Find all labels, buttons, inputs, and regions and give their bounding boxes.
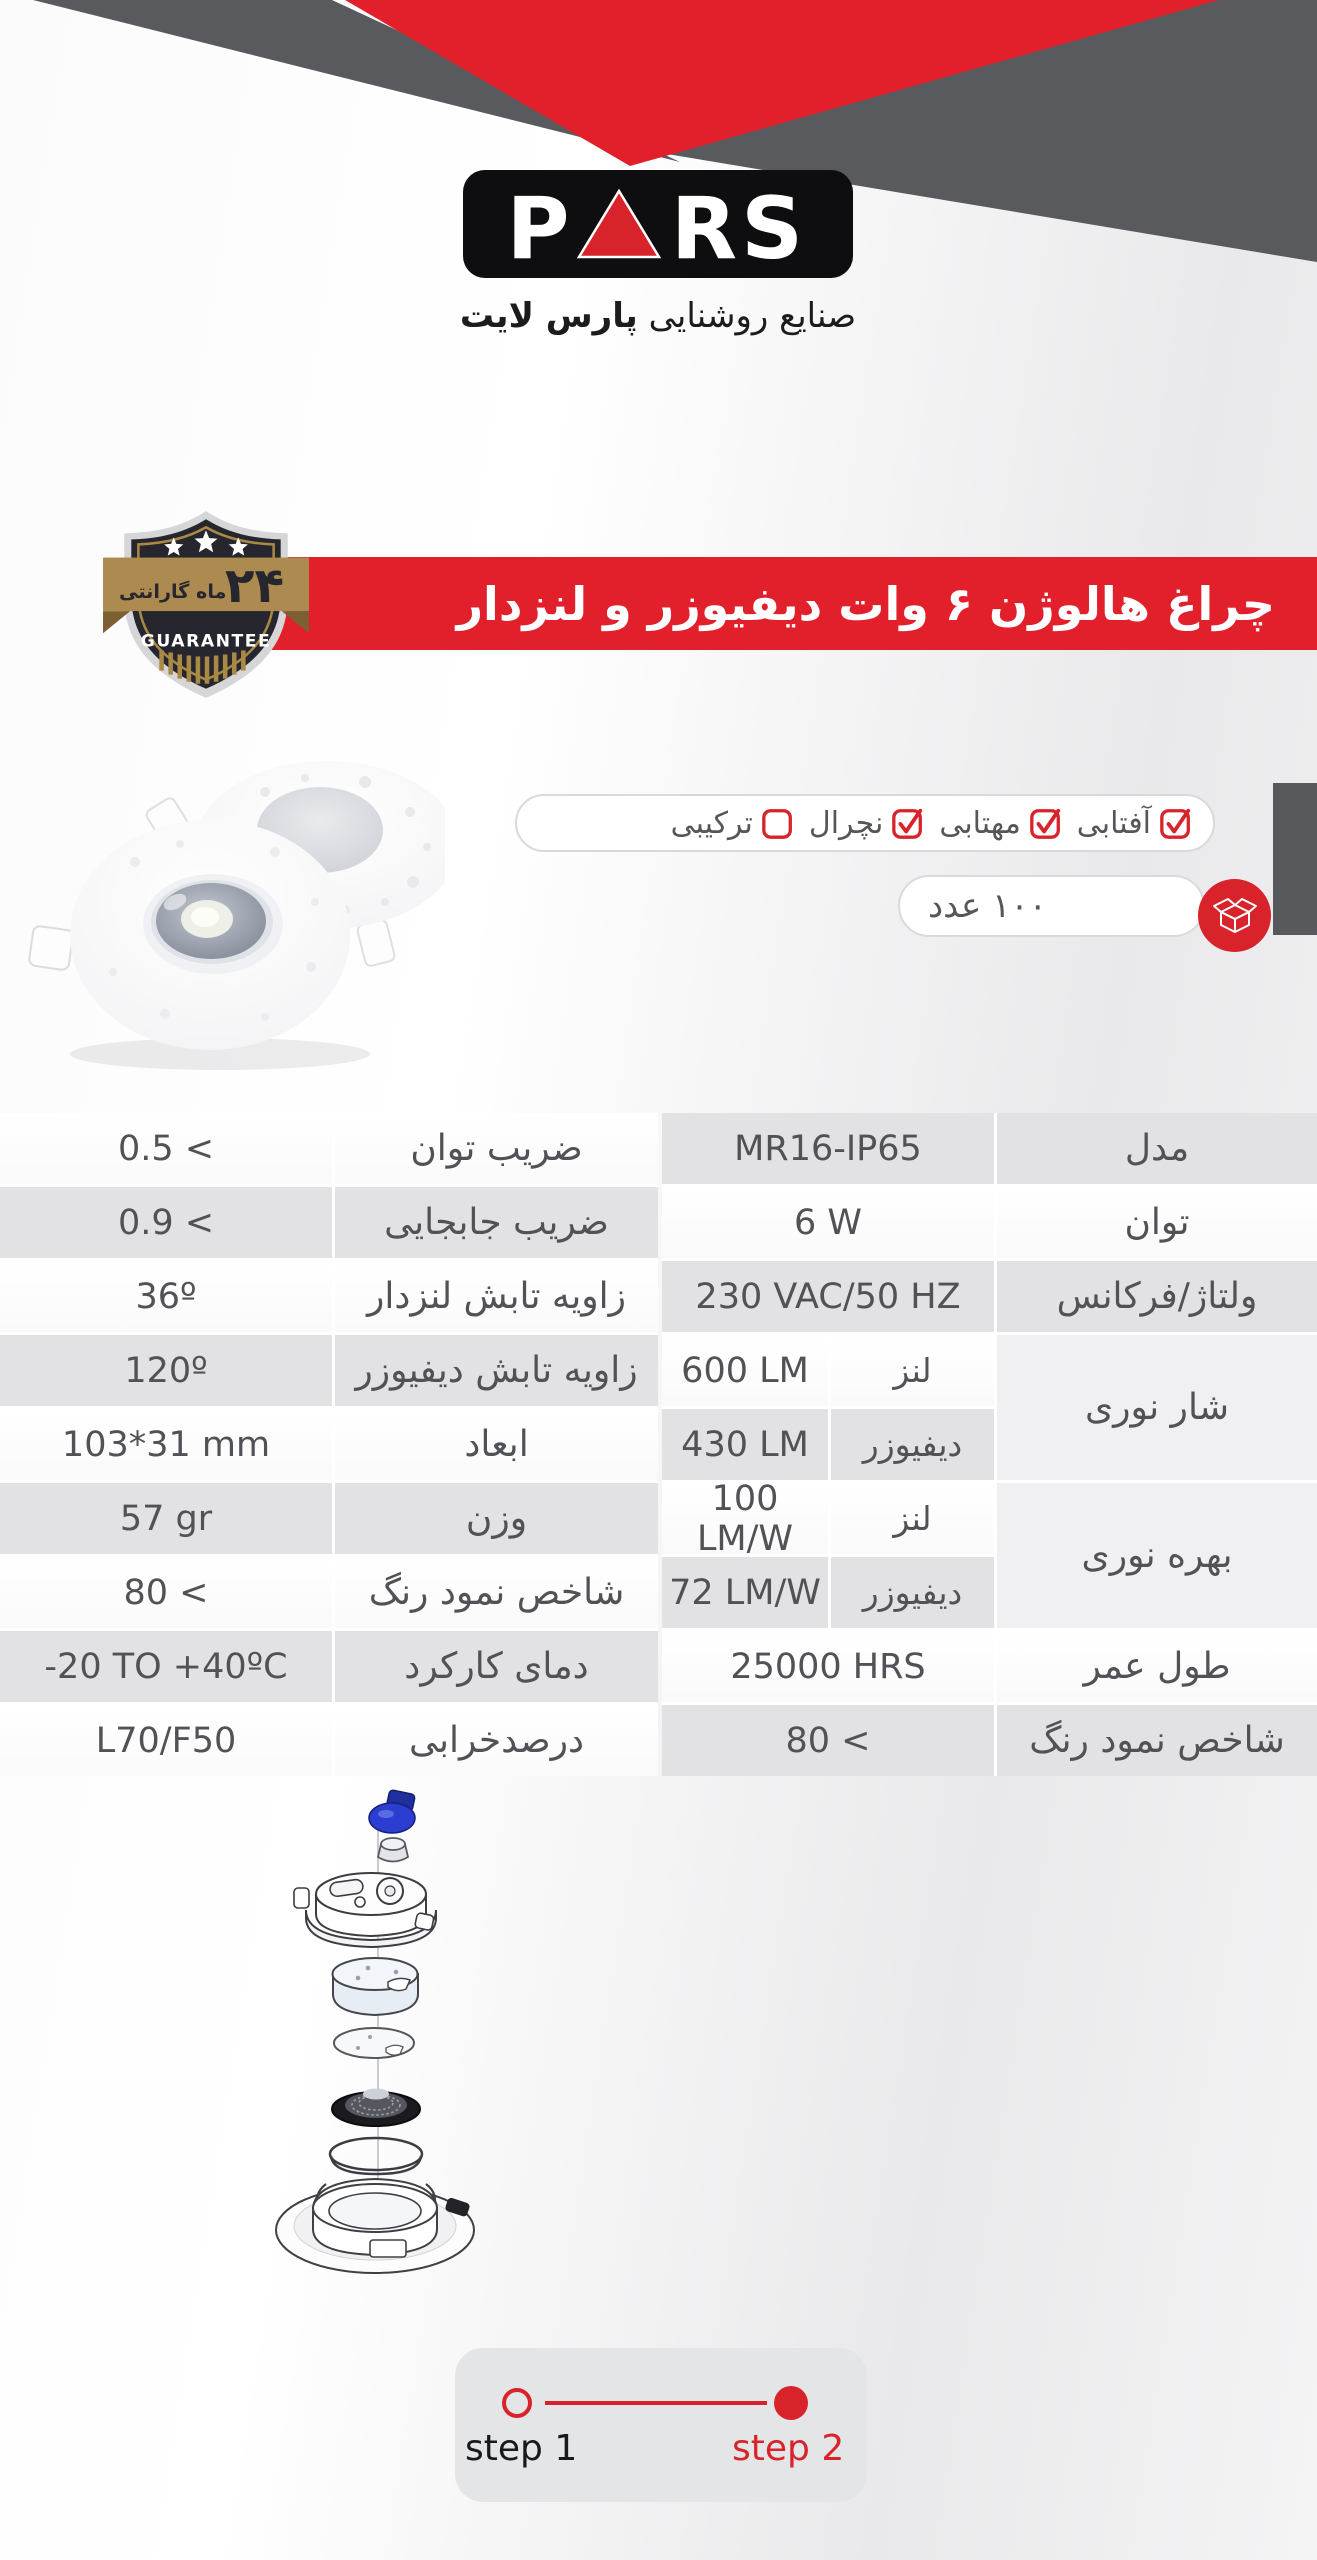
logo-letter-p: P [506,179,570,278]
spec-value: 80 < [0,1557,332,1628]
lens-part [332,2089,420,2127]
spec-table-left [0,1113,658,1776]
pars-logo [463,170,853,278]
spec-value: 120º [0,1335,332,1406]
spec-value: 430 LM [662,1409,828,1480]
quantity-label: ۱۰۰ عدد [928,886,1047,926]
wire-connector-part [369,1789,415,1833]
spec-label: شاخص نمود رنگ [997,1705,1317,1776]
spec-label: ولتاژ/فرکانس [997,1261,1317,1332]
checkbox-icon[interactable] [1159,806,1193,840]
option-label: نچرال [808,805,884,841]
step-connector-line [545,2401,767,2405]
option-label: مهتابی [939,805,1021,841]
gasket-disc-part [334,2028,414,2058]
spec-value: 6 W [662,1187,994,1258]
spec-label: شاخص نمود رنگ [335,1557,658,1628]
brand-subtitle-bold: پارس لایت [459,296,638,336]
logo-letters-rs: RS [670,179,808,278]
option-mahtabi[interactable] [939,806,1062,841]
badge-months-label: ماه گارانتی [118,579,227,603]
option-label: آفتابی [1076,805,1151,841]
spec-label: زاویه تابش لنزدار [335,1261,658,1332]
trim-ring-part [276,2179,474,2273]
right-edge-accent-bar [1273,783,1317,935]
brand-subtitle [408,296,908,336]
spec-label: ضریب جابجایی [335,1187,658,1258]
ribbon-fold-right [282,611,309,633]
spec-sublabel: دیفیوزر [831,1557,994,1628]
guarantee-badge [100,503,312,705]
badge-guarantee: GUARANTEE [140,631,272,652]
quantity-pill [898,875,1205,937]
checkbox-icon[interactable] [761,806,795,840]
step1-circle-icon[interactable] [502,2388,532,2418]
step1-label[interactable]: step 1 [465,2428,578,2469]
led-module-disc-part [333,1958,419,2015]
badge-months: ۲۴ [224,557,285,614]
ribbon-fold-left [103,611,130,633]
steps-panel [455,2348,867,2502]
spec-label: طول عمر [997,1631,1317,1702]
spec-value: 600 LM [662,1335,828,1406]
package-box-icon [1211,892,1259,940]
spec-value: 230 VAC/50 HZ [662,1261,994,1332]
spec-label: زاویه تابش دیفیوزر [335,1335,658,1406]
spec-label: ضریب توان [335,1113,658,1184]
spec-label: بهره نوری [997,1483,1317,1628]
color-options-group [515,794,1215,852]
spec-sublabel: لنز [831,1335,994,1406]
spec-label: دمای کارکرد [335,1631,658,1702]
spec-value: 0.5 < [0,1113,332,1184]
checkbox-icon[interactable] [1029,806,1063,840]
spec-label: درصدخرابی [335,1705,658,1776]
spec-value: 57 gr [0,1483,332,1554]
nut-part [378,1838,408,1862]
spec-sublabel: دیفیوزر [831,1409,994,1480]
package-badge [1198,879,1271,952]
exploded-assembly-diagram [230,1782,560,2342]
checkbox-icon[interactable] [891,806,925,840]
spec-value: 25000 HRS [662,1631,994,1702]
product-photo [15,752,445,1082]
spec-value: 80 < [662,1705,994,1776]
spec-label: مدل [997,1113,1317,1184]
driver-housing-part [294,1873,436,1947]
spec-value: 100 LM/W [662,1483,828,1554]
spec-value: MR16-IP65 [662,1113,994,1184]
spec-table-right [662,1113,1317,1776]
spec-value: 0.9 < [0,1187,332,1258]
product-title: چراغ هالوژن ۶ وات دیفیوزر و لنزدار [456,576,1275,631]
spec-value: L70/F50 [0,1705,332,1776]
spec-value: 103*31 mm [0,1409,332,1480]
option-tarkibi[interactable] [671,806,795,841]
spec-label: شار نوری [997,1335,1317,1480]
spec-value: 36º [0,1261,332,1332]
option-natural[interactable] [809,806,925,841]
retaining-spring-part [330,2138,422,2174]
option-label: ترکیبی [670,805,753,841]
step2-circle-icon[interactable] [774,2386,808,2420]
step2-label[interactable]: step 2 [732,2428,845,2469]
spec-value: -20 TO +40ºC [0,1631,332,1702]
brand-subtitle-regular: صنایع روشنایی [648,296,857,336]
spec-label: وزن [335,1483,658,1554]
spec-label: ابعاد [335,1409,658,1480]
spec-value: 72 LM/W [662,1557,828,1628]
option-aftabi[interactable] [1077,806,1193,841]
product-title-banner [185,557,1317,650]
spec-label: توان [997,1187,1317,1258]
spec-sublabel: لنز [831,1483,994,1554]
